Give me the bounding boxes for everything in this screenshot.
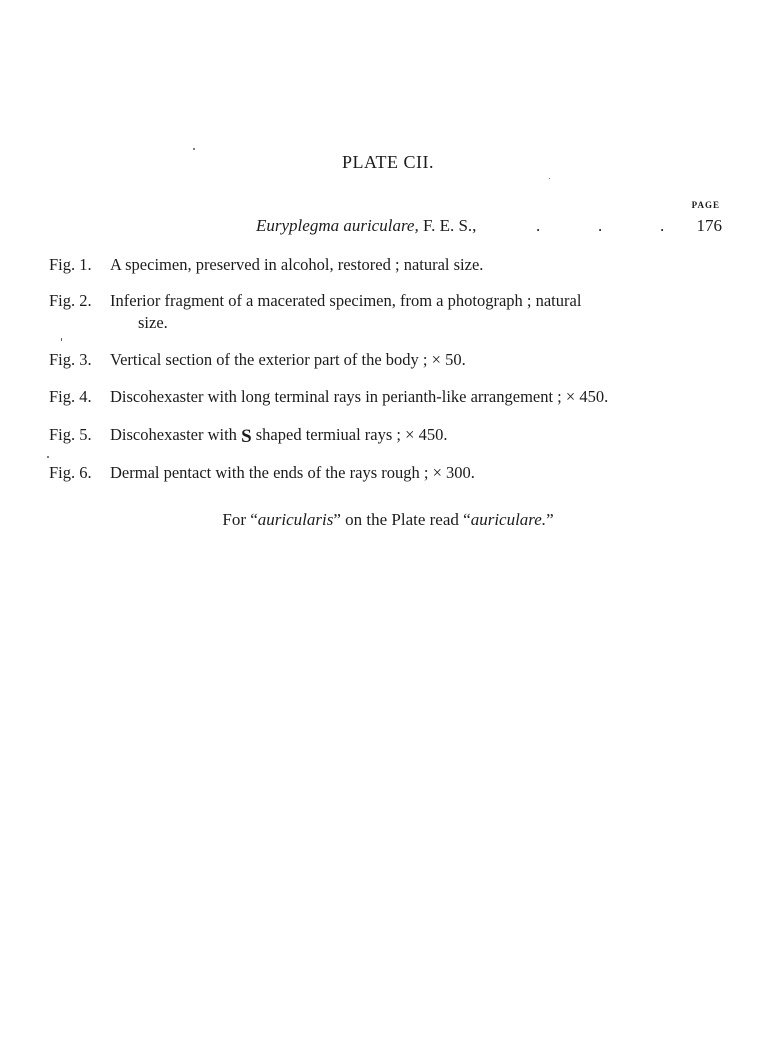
s-shape-glyph: S <box>241 426 252 447</box>
species-name: Euryplegma auriculare, <box>256 216 419 235</box>
leader-dot: . <box>536 216 541 235</box>
paper-speck <box>47 456 49 458</box>
figure-label: Fig. 1. <box>49 255 92 274</box>
note-middle: ” on the Plate read “ <box>333 510 471 529</box>
figure-entry-6 <box>49 462 679 484</box>
note-correct-term: auriculare. <box>470 510 547 529</box>
leader-dots <box>536 216 722 236</box>
figure-caption-line: Inferior fragment of a macerated specimen, from a photograph ; natural <box>110 291 582 310</box>
figure-caption <box>110 290 679 334</box>
figure-entry-1 <box>49 254 679 276</box>
leader-dot: . <box>598 216 603 235</box>
page-column-header: PAGE <box>691 200 720 210</box>
species-entry <box>256 216 722 236</box>
figure-caption-continuation: size. <box>138 313 168 332</box>
note-prefix: For “ <box>222 510 258 529</box>
figure-caption: A specimen, preserved in alcohol, restored ; natural size. <box>110 255 484 274</box>
figure-caption: Dermal pentact with the ends of the rays rough ; × 300. <box>110 463 475 482</box>
figure-label: Fig. 5. <box>49 425 92 444</box>
paper-speck <box>61 338 62 341</box>
figure-label: Fig. 6. <box>49 463 92 482</box>
paper-speck <box>549 178 550 179</box>
note-suffix: ” <box>546 510 554 529</box>
species-page-number: 176 <box>696 216 722 235</box>
figure-label: Fig. 4. <box>49 387 92 406</box>
figure-label: Fig. 2. <box>49 291 92 310</box>
figure-entry-2 <box>49 290 679 334</box>
plate-title: PLATE CII. <box>342 152 434 172</box>
figure-caption <box>110 424 679 446</box>
figure-caption: Discohexaster with long terminal rays in perianth-like arrangement ; × 450. <box>110 387 609 406</box>
erratum-note <box>0 510 776 530</box>
leader-dot: . <box>660 216 665 235</box>
figure-entry-3 <box>49 349 679 371</box>
figure-caption-before: Discohexaster with <box>110 425 237 444</box>
note-wrong-term: auricularis <box>257 510 334 529</box>
figure-caption-after: shaped termiual rays ; × 450. <box>255 425 448 444</box>
figure-caption: Vertical section of the exterior part of the body ; × 50. <box>110 350 466 369</box>
figure-entry-5 <box>49 424 679 446</box>
paper-speck <box>193 148 195 150</box>
figure-label: Fig. 3. <box>49 350 92 369</box>
figure-entry-4 <box>49 386 689 408</box>
species-authority: F. E. S., <box>422 216 477 235</box>
